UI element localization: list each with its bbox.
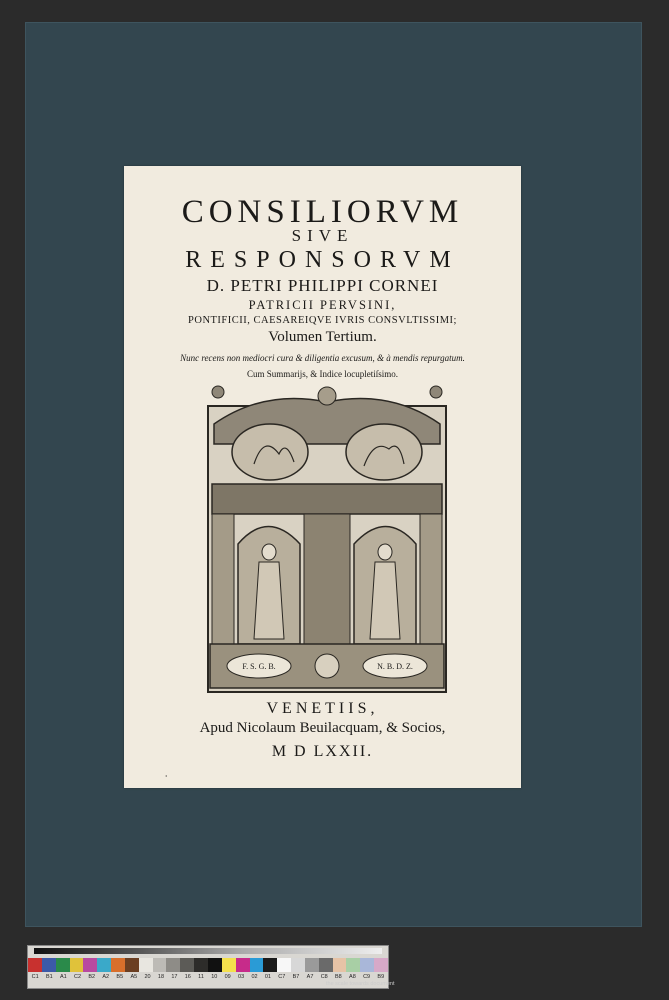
color-patch xyxy=(125,958,139,972)
edition-note: Nunc recens non mediocri cura & diligentia excusum, & à mendis repurgatum. xyxy=(180,353,465,363)
title-line-2: RESPONSORVM xyxy=(185,247,460,273)
patch-label: C1 xyxy=(31,974,39,980)
patch-label: B8 xyxy=(335,974,342,980)
index-note: Cum Summarijs, & Indice locupletiſsimo. xyxy=(247,369,398,379)
patch-label: C9 xyxy=(363,974,371,980)
color-patch xyxy=(277,958,291,972)
color-patch xyxy=(42,958,56,972)
patch-label: C8 xyxy=(320,974,328,980)
imprint-year: M D LXXII. xyxy=(271,743,374,760)
grayscale-strip xyxy=(34,948,382,954)
author-title: PONTIFICII, CAESAREIQVE IVRIS CONSVLTISSIMI; xyxy=(188,315,457,326)
color-patch xyxy=(305,958,319,972)
patch-label: 17 xyxy=(171,974,178,980)
color-patch xyxy=(346,958,360,972)
patch-label: A1 xyxy=(60,974,67,980)
color-patch xyxy=(56,958,70,972)
title-page xyxy=(124,166,521,788)
color-patch xyxy=(139,958,153,972)
patch-label: A2 xyxy=(102,974,110,980)
color-patch xyxy=(194,958,208,972)
color-patch xyxy=(166,958,180,972)
patch-label: A7 xyxy=(306,974,314,980)
patch-label: B9 xyxy=(377,974,385,980)
subtitle-sive: SIVE xyxy=(291,226,354,245)
patch-label: B2 xyxy=(88,974,96,980)
color-patch xyxy=(180,958,194,972)
cartouche-right-text: N. B. D. Z. xyxy=(377,662,413,671)
ink-mark: ⸳ xyxy=(165,770,168,780)
patch-label: 02 xyxy=(251,974,258,980)
color-patch xyxy=(250,958,264,972)
patch-label: 01 xyxy=(264,974,271,980)
color-patch xyxy=(360,958,374,972)
patch-label: 03 xyxy=(238,974,245,980)
color-patch xyxy=(208,958,222,972)
color-patch xyxy=(83,958,97,972)
color-patch xyxy=(333,958,347,972)
patch-label: B7 xyxy=(292,974,300,980)
patch-label: 16 xyxy=(184,974,191,980)
color-patch xyxy=(222,958,236,972)
imprint-place: VENETIIS, xyxy=(266,700,379,717)
author-origin: PATRICII PERVSINI, xyxy=(248,298,397,312)
patch-label: A8 xyxy=(349,974,356,980)
volume-label: Volumen Tertium. xyxy=(268,329,377,345)
color-patch xyxy=(28,958,42,972)
cartouche-left-text: F. S. G. B. xyxy=(242,662,276,671)
imprint-printer: Apud Nicolaum Beuilacquam, & Socios, xyxy=(199,720,446,736)
color-patch xyxy=(70,958,84,972)
color-patch xyxy=(263,958,277,972)
color-patch xyxy=(319,958,333,972)
patch-label: C2 xyxy=(74,974,82,980)
printers-device-woodcut xyxy=(204,384,450,696)
patch-labels xyxy=(28,974,388,980)
title-line: CONSILIORVM xyxy=(181,194,464,230)
color-patch xyxy=(236,958,250,972)
author-name: D. PETRI PHILIPPI CORNEI xyxy=(206,276,439,295)
patch-label: 20 xyxy=(144,974,151,980)
patch-label: B1 xyxy=(45,974,53,980)
scale-caption: the scale towards document xyxy=(326,981,395,987)
color-patch xyxy=(374,958,388,972)
color-patch xyxy=(111,958,125,972)
color-patch xyxy=(153,958,167,972)
patch-label: C7 xyxy=(278,974,286,980)
patch-label: 09 xyxy=(224,974,231,980)
patch-label: A5 xyxy=(130,974,138,980)
patch-label: 18 xyxy=(157,974,165,980)
color-patch xyxy=(97,958,111,972)
patch-label: 11 xyxy=(198,974,204,980)
color-patch xyxy=(291,958,305,972)
patch-label: B5 xyxy=(116,974,124,980)
color-patch-row xyxy=(28,958,388,972)
patch-label: 10 xyxy=(211,974,218,980)
